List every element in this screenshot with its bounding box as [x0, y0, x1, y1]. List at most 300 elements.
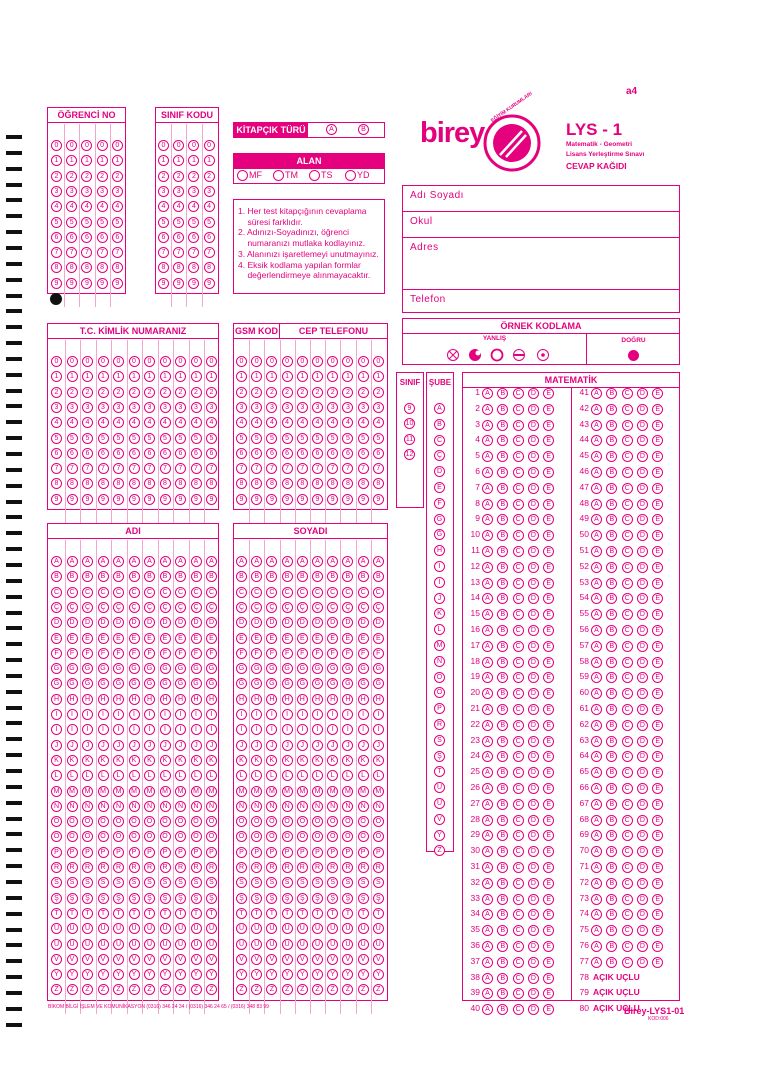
- answer-bubble[interactable]: A: [482, 894, 493, 905]
- digit-bubble[interactable]: 7: [51, 247, 62, 258]
- digit-bubble[interactable]: 0: [373, 356, 384, 367]
- digit-bubble[interactable]: 2: [98, 387, 109, 398]
- digit-bubble[interactable]: O: [266, 816, 277, 827]
- digit-bubble[interactable]: 7: [191, 463, 202, 474]
- digit-bubble[interactable]: 1: [297, 371, 308, 382]
- digit-bubble[interactable]: F: [266, 648, 277, 659]
- answer-bubble[interactable]: E: [652, 894, 663, 905]
- answer-bubble[interactable]: A: [591, 894, 602, 905]
- address-field[interactable]: Adres: [403, 238, 679, 290]
- name-field[interactable]: Adı Soyadı: [403, 186, 679, 212]
- answer-bubble[interactable]: C: [622, 767, 633, 778]
- digit-bubble[interactable]: U: [373, 923, 384, 934]
- digit-bubble[interactable]: D: [113, 617, 124, 628]
- digit-bubble[interactable]: O: [160, 816, 171, 827]
- answer-bubble[interactable]: A: [591, 704, 602, 715]
- digit-bubble[interactable]: İ: [191, 724, 202, 735]
- digit-bubble[interactable]: A: [251, 556, 262, 567]
- answer-bubble[interactable]: B: [497, 862, 508, 873]
- digit-bubble[interactable]: 1: [112, 155, 123, 166]
- digit-bubble[interactable]: 4: [297, 417, 308, 428]
- digit-bubble[interactable]: 4: [266, 417, 277, 428]
- digit-bubble[interactable]: A: [129, 556, 140, 567]
- digit-bubble[interactable]: 8: [175, 478, 186, 489]
- digit-bubble[interactable]: P: [373, 847, 384, 858]
- answer-bubble[interactable]: E: [652, 878, 663, 889]
- answer-bubble[interactable]: D: [637, 799, 648, 810]
- digit-bubble[interactable]: U: [282, 923, 293, 934]
- answer-bubble[interactable]: C: [513, 909, 524, 920]
- digit-bubble[interactable]: İ: [282, 724, 293, 735]
- answer-bubble[interactable]: B: [497, 988, 508, 999]
- digit-bubble[interactable]: 3: [175, 402, 186, 413]
- answer-bubble[interactable]: A: [591, 514, 602, 525]
- digit-bubble[interactable]: S: [373, 877, 384, 888]
- digit-bubble[interactable]: 6: [158, 232, 169, 243]
- digit-bubble[interactable]: 5: [282, 433, 293, 444]
- digit-bubble[interactable]: 9: [82, 494, 93, 505]
- digit-bubble[interactable]: 7: [158, 247, 169, 258]
- digit-bubble[interactable]: 5: [327, 433, 338, 444]
- answer-bubble[interactable]: E: [543, 451, 554, 462]
- digit-bubble[interactable]: 3: [312, 402, 323, 413]
- digit-bubble[interactable]: Ü: [266, 939, 277, 950]
- digit-bubble[interactable]: K: [51, 755, 62, 766]
- digit-bubble[interactable]: H: [191, 694, 202, 705]
- answer-bubble[interactable]: D: [528, 451, 539, 462]
- digit-bubble[interactable]: 5: [81, 217, 92, 228]
- answer-bubble[interactable]: E: [652, 435, 663, 446]
- answer-bubble[interactable]: E: [543, 467, 554, 478]
- digit-bubble[interactable]: 6: [327, 448, 338, 459]
- digit-bubble[interactable]: Ş: [266, 893, 277, 904]
- digit-bubble[interactable]: İ: [312, 724, 323, 735]
- digit-bubble[interactable]: P: [67, 847, 78, 858]
- digit-bubble[interactable]: G: [312, 663, 323, 674]
- digit-bubble[interactable]: 1: [97, 155, 108, 166]
- digit-bubble[interactable]: Ç: [51, 602, 62, 613]
- digit-bubble[interactable]: İ: [160, 724, 171, 735]
- answer-bubble[interactable]: E: [543, 736, 554, 747]
- digit-bubble[interactable]: D: [236, 617, 247, 628]
- answer-bubble[interactable]: D: [637, 641, 648, 652]
- digit-bubble[interactable]: 7: [236, 463, 247, 474]
- answer-bubble[interactable]: D: [637, 704, 648, 715]
- digit-bubble[interactable]: 8: [82, 478, 93, 489]
- digit-bubble[interactable]: S: [266, 877, 277, 888]
- sube-bubble[interactable]: P: [434, 703, 445, 714]
- digit-bubble[interactable]: İ: [144, 724, 155, 735]
- digit-bubble[interactable]: 0: [236, 356, 247, 367]
- answer-bubble[interactable]: B: [497, 1004, 508, 1015]
- answer-bubble[interactable]: D: [528, 499, 539, 510]
- digit-bubble[interactable]: H: [82, 694, 93, 705]
- digit-bubble[interactable]: 9: [266, 494, 277, 505]
- answer-bubble[interactable]: D: [528, 609, 539, 620]
- digit-bubble[interactable]: J: [144, 740, 155, 751]
- digit-bubble[interactable]: 9: [373, 494, 384, 505]
- answer-bubble[interactable]: E: [652, 862, 663, 873]
- digit-bubble[interactable]: 4: [342, 417, 353, 428]
- answer-bubble[interactable]: C: [622, 688, 633, 699]
- digit-bubble[interactable]: A: [191, 556, 202, 567]
- digit-bubble[interactable]: Ç: [82, 602, 93, 613]
- digit-bubble[interactable]: E: [191, 633, 202, 644]
- digit-bubble[interactable]: 7: [358, 463, 369, 474]
- answer-bubble[interactable]: D: [637, 499, 648, 510]
- digit-bubble[interactable]: Ü: [144, 939, 155, 950]
- digit-bubble[interactable]: V: [342, 954, 353, 965]
- answer-bubble[interactable]: B: [606, 388, 617, 399]
- digit-bubble[interactable]: S: [342, 877, 353, 888]
- digit-bubble[interactable]: E: [358, 633, 369, 644]
- answer-bubble[interactable]: A: [591, 909, 602, 920]
- answer-bubble[interactable]: D: [528, 704, 539, 715]
- digit-bubble[interactable]: 2: [129, 387, 140, 398]
- digit-bubble[interactable]: L: [129, 770, 140, 781]
- digit-bubble[interactable]: H: [282, 694, 293, 705]
- answer-bubble[interactable]: B: [606, 751, 617, 762]
- digit-bubble[interactable]: 0: [97, 140, 108, 151]
- digit-bubble[interactable]: 2: [236, 387, 247, 398]
- digit-bubble[interactable]: R: [312, 862, 323, 873]
- digit-bubble[interactable]: 9: [206, 494, 217, 505]
- answer-bubble[interactable]: B: [497, 957, 508, 968]
- digit-bubble[interactable]: G: [373, 663, 384, 674]
- digit-bubble[interactable]: 7: [342, 463, 353, 474]
- digit-bubble[interactable]: M: [266, 786, 277, 797]
- digit-bubble[interactable]: 2: [67, 387, 78, 398]
- answer-bubble[interactable]: E: [652, 467, 663, 478]
- digit-bubble[interactable]: 7: [297, 463, 308, 474]
- digit-bubble[interactable]: T: [236, 908, 247, 919]
- answer-bubble[interactable]: B: [497, 609, 508, 620]
- digit-bubble[interactable]: A: [98, 556, 109, 567]
- answer-bubble[interactable]: D: [528, 514, 539, 525]
- answer-bubble[interactable]: A: [591, 499, 602, 510]
- answer-bubble[interactable]: B: [606, 451, 617, 462]
- digit-bubble[interactable]: B: [82, 571, 93, 582]
- answer-bubble[interactable]: E: [652, 546, 663, 557]
- digit-bubble[interactable]: G: [297, 663, 308, 674]
- answer-bubble[interactable]: C: [513, 514, 524, 525]
- digit-bubble[interactable]: F: [175, 648, 186, 659]
- digit-bubble[interactable]: Ö: [82, 831, 93, 842]
- digit-bubble[interactable]: 4: [191, 417, 202, 428]
- digit-bubble[interactable]: 4: [144, 417, 155, 428]
- digit-bubble[interactable]: J: [129, 740, 140, 751]
- digit-bubble[interactable]: D: [175, 617, 186, 628]
- digit-bubble[interactable]: 8: [188, 262, 199, 273]
- answer-bubble[interactable]: E: [543, 909, 554, 920]
- digit-bubble[interactable]: I: [236, 709, 247, 720]
- digit-bubble[interactable]: Ş: [251, 893, 262, 904]
- answer-bubble[interactable]: E: [543, 483, 554, 494]
- answer-bubble[interactable]: E: [652, 641, 663, 652]
- digit-bubble[interactable]: Z: [236, 984, 247, 995]
- answer-bubble[interactable]: B: [497, 546, 508, 557]
- digit-bubble[interactable]: C: [342, 587, 353, 598]
- digit-bubble[interactable]: S: [282, 877, 293, 888]
- digit-bubble[interactable]: T: [129, 908, 140, 919]
- digit-bubble[interactable]: E: [160, 633, 171, 644]
- digit-bubble[interactable]: Ş: [312, 893, 323, 904]
- digit-bubble[interactable]: Ö: [67, 831, 78, 842]
- digit-bubble[interactable]: K: [358, 755, 369, 766]
- digit-bubble[interactable]: Y: [236, 969, 247, 980]
- answer-bubble[interactable]: B: [497, 641, 508, 652]
- digit-bubble[interactable]: D: [312, 617, 323, 628]
- answer-bubble[interactable]: A: [591, 593, 602, 604]
- digit-bubble[interactable]: M: [160, 786, 171, 797]
- answer-bubble[interactable]: A: [482, 846, 493, 857]
- answer-bubble[interactable]: A: [591, 530, 602, 541]
- digit-bubble[interactable]: V: [297, 954, 308, 965]
- answer-bubble[interactable]: B: [497, 404, 508, 415]
- digit-bubble[interactable]: İ: [67, 724, 78, 735]
- digit-bubble[interactable]: 9: [129, 494, 140, 505]
- digit-bubble[interactable]: Ü: [129, 939, 140, 950]
- digit-bubble[interactable]: V: [82, 954, 93, 965]
- digit-bubble[interactable]: Ü: [113, 939, 124, 950]
- answer-bubble[interactable]: E: [652, 530, 663, 541]
- digit-bubble[interactable]: 5: [51, 433, 62, 444]
- digit-bubble[interactable]: O: [373, 816, 384, 827]
- digit-bubble[interactable]: Ş: [282, 893, 293, 904]
- answer-bubble[interactable]: D: [528, 720, 539, 731]
- digit-bubble[interactable]: Ü: [175, 939, 186, 950]
- answer-bubble[interactable]: D: [637, 941, 648, 952]
- digit-bubble[interactable]: 9: [204, 278, 215, 289]
- digit-bubble[interactable]: T: [282, 908, 293, 919]
- digit-bubble[interactable]: F: [67, 648, 78, 659]
- digit-bubble[interactable]: O: [113, 816, 124, 827]
- digit-bubble[interactable]: 5: [144, 433, 155, 444]
- digit-bubble[interactable]: Ç: [175, 602, 186, 613]
- digit-bubble[interactable]: T: [373, 908, 384, 919]
- digit-bubble[interactable]: Ö: [144, 831, 155, 842]
- digit-bubble[interactable]: 6: [373, 448, 384, 459]
- answer-bubble[interactable]: A: [482, 925, 493, 936]
- digit-bubble[interactable]: 5: [82, 433, 93, 444]
- answer-bubble[interactable]: E: [543, 388, 554, 399]
- answer-bubble[interactable]: E: [543, 862, 554, 873]
- digit-bubble[interactable]: İ: [297, 724, 308, 735]
- digit-bubble[interactable]: 6: [82, 448, 93, 459]
- digit-bubble[interactable]: Z: [297, 984, 308, 995]
- digit-bubble[interactable]: B: [67, 571, 78, 582]
- digit-bubble[interactable]: A: [67, 556, 78, 567]
- digit-bubble[interactable]: Ş: [175, 893, 186, 904]
- digit-bubble[interactable]: Ü: [236, 939, 247, 950]
- sube-bubble[interactable]: C: [434, 435, 445, 446]
- answer-bubble[interactable]: D: [528, 783, 539, 794]
- digit-bubble[interactable]: 2: [191, 387, 202, 398]
- answer-bubble[interactable]: C: [513, 704, 524, 715]
- sube-bubble[interactable]: N: [434, 656, 445, 667]
- digit-bubble[interactable]: 2: [173, 171, 184, 182]
- digit-bubble[interactable]: N: [144, 801, 155, 812]
- answer-bubble[interactable]: B: [606, 641, 617, 652]
- answer-bubble[interactable]: A: [482, 815, 493, 826]
- answer-bubble[interactable]: D: [637, 578, 648, 589]
- answer-bubble[interactable]: E: [652, 815, 663, 826]
- digit-bubble[interactable]: 8: [112, 262, 123, 273]
- answer-bubble[interactable]: B: [497, 830, 508, 841]
- digit-bubble[interactable]: Ş: [113, 893, 124, 904]
- digit-bubble[interactable]: 0: [204, 140, 215, 151]
- digit-bubble[interactable]: İ: [266, 724, 277, 735]
- digit-bubble[interactable]: M: [191, 786, 202, 797]
- digit-bubble[interactable]: 0: [82, 356, 93, 367]
- answer-bubble[interactable]: C: [513, 751, 524, 762]
- digit-bubble[interactable]: 7: [144, 463, 155, 474]
- digit-bubble[interactable]: S: [206, 877, 217, 888]
- answer-bubble[interactable]: B: [497, 483, 508, 494]
- answer-bubble[interactable]: B: [606, 846, 617, 857]
- digit-bubble[interactable]: R: [327, 862, 338, 873]
- digit-bubble[interactable]: 6: [67, 448, 78, 459]
- answer-bubble[interactable]: E: [543, 925, 554, 936]
- digit-bubble[interactable]: B: [98, 571, 109, 582]
- digit-bubble[interactable]: 4: [97, 201, 108, 212]
- digit-bubble[interactable]: M: [342, 786, 353, 797]
- sube-bubble[interactable]: Ç: [434, 450, 445, 461]
- digit-bubble[interactable]: N: [191, 801, 202, 812]
- digit-bubble[interactable]: A: [342, 556, 353, 567]
- digit-bubble[interactable]: 6: [297, 448, 308, 459]
- answer-bubble[interactable]: A: [482, 435, 493, 446]
- digit-bubble[interactable]: M: [327, 786, 338, 797]
- sube-bubble[interactable]: T: [434, 766, 445, 777]
- digit-bubble[interactable]: 2: [297, 387, 308, 398]
- digit-bubble[interactable]: T: [297, 908, 308, 919]
- digit-bubble[interactable]: K: [251, 755, 262, 766]
- answer-bubble[interactable]: A: [591, 736, 602, 747]
- digit-bubble[interactable]: Ş: [160, 893, 171, 904]
- digit-bubble[interactable]: F: [191, 648, 202, 659]
- digit-bubble[interactable]: O: [191, 816, 202, 827]
- digit-bubble[interactable]: I: [175, 709, 186, 720]
- answer-bubble[interactable]: A: [482, 1004, 493, 1015]
- answer-bubble[interactable]: E: [543, 894, 554, 905]
- answer-bubble[interactable]: C: [622, 483, 633, 494]
- answer-bubble[interactable]: C: [513, 799, 524, 810]
- digit-bubble[interactable]: T: [175, 908, 186, 919]
- answer-bubble[interactable]: C: [622, 878, 633, 889]
- answer-bubble[interactable]: A: [591, 941, 602, 952]
- digit-bubble[interactable]: S: [236, 877, 247, 888]
- digit-bubble[interactable]: 1: [342, 371, 353, 382]
- digit-bubble[interactable]: 3: [251, 402, 262, 413]
- digit-bubble[interactable]: T: [67, 908, 78, 919]
- answer-bubble[interactable]: E: [652, 609, 663, 620]
- digit-bubble[interactable]: N: [358, 801, 369, 812]
- digit-bubble[interactable]: 6: [81, 232, 92, 243]
- answer-bubble[interactable]: E: [543, 435, 554, 446]
- answer-bubble[interactable]: C: [622, 672, 633, 683]
- digit-bubble[interactable]: 3: [113, 402, 124, 413]
- digit-bubble[interactable]: 0: [266, 356, 277, 367]
- answer-bubble[interactable]: C: [513, 973, 524, 984]
- digit-bubble[interactable]: Z: [373, 984, 384, 995]
- digit-bubble[interactable]: 5: [98, 433, 109, 444]
- answer-bubble[interactable]: D: [637, 846, 648, 857]
- digit-bubble[interactable]: 8: [206, 478, 217, 489]
- digit-bubble[interactable]: L: [251, 770, 262, 781]
- digit-bubble[interactable]: 1: [188, 155, 199, 166]
- digit-bubble[interactable]: İ: [251, 724, 262, 735]
- digit-bubble[interactable]: 1: [206, 371, 217, 382]
- digit-bubble[interactable]: I: [144, 709, 155, 720]
- digit-bubble[interactable]: Ü: [297, 939, 308, 950]
- digit-bubble[interactable]: F: [98, 648, 109, 659]
- digit-bubble[interactable]: 1: [98, 371, 109, 382]
- digit-bubble[interactable]: 9: [66, 278, 77, 289]
- digit-bubble[interactable]: 5: [113, 433, 124, 444]
- digit-bubble[interactable]: S: [144, 877, 155, 888]
- answer-bubble[interactable]: A: [482, 641, 493, 652]
- digit-bubble[interactable]: 8: [98, 478, 109, 489]
- digit-bubble[interactable]: Ç: [251, 602, 262, 613]
- digit-bubble[interactable]: B: [373, 571, 384, 582]
- digit-bubble[interactable]: A: [82, 556, 93, 567]
- digit-bubble[interactable]: Ç: [342, 602, 353, 613]
- digit-bubble[interactable]: 4: [358, 417, 369, 428]
- digit-bubble[interactable]: K: [312, 755, 323, 766]
- digit-bubble[interactable]: Y: [251, 969, 262, 980]
- answer-bubble[interactable]: B: [606, 941, 617, 952]
- digit-bubble[interactable]: C: [67, 587, 78, 598]
- digit-bubble[interactable]: M: [82, 786, 93, 797]
- answer-bubble[interactable]: E: [543, 688, 554, 699]
- answer-bubble[interactable]: E: [652, 593, 663, 604]
- digit-bubble[interactable]: V: [251, 954, 262, 965]
- digit-bubble[interactable]: 1: [113, 371, 124, 382]
- digit-bubble[interactable]: N: [297, 801, 308, 812]
- digit-bubble[interactable]: 1: [236, 371, 247, 382]
- digit-bubble[interactable]: Ş: [342, 893, 353, 904]
- answer-bubble[interactable]: A: [591, 672, 602, 683]
- digit-bubble[interactable]: 0: [158, 140, 169, 151]
- digit-bubble[interactable]: 3: [173, 186, 184, 197]
- answer-bubble[interactable]: B: [497, 925, 508, 936]
- digit-bubble[interactable]: Ğ: [175, 678, 186, 689]
- digit-bubble[interactable]: I: [312, 709, 323, 720]
- digit-bubble[interactable]: N: [266, 801, 277, 812]
- digit-bubble[interactable]: Y: [129, 969, 140, 980]
- alan-option-bubble[interactable]: [273, 170, 284, 181]
- digit-bubble[interactable]: 7: [204, 247, 215, 258]
- sube-bubble[interactable]: K: [434, 608, 445, 619]
- digit-bubble[interactable]: 2: [51, 171, 62, 182]
- digit-bubble[interactable]: 2: [82, 387, 93, 398]
- digit-bubble[interactable]: 3: [82, 402, 93, 413]
- answer-bubble[interactable]: C: [622, 736, 633, 747]
- answer-bubble[interactable]: D: [637, 657, 648, 668]
- digit-bubble[interactable]: P: [251, 847, 262, 858]
- digit-bubble[interactable]: E: [113, 633, 124, 644]
- digit-bubble[interactable]: A: [312, 556, 323, 567]
- digit-bubble[interactable]: 4: [206, 417, 217, 428]
- digit-bubble[interactable]: 9: [67, 494, 78, 505]
- digit-bubble[interactable]: Y: [312, 969, 323, 980]
- digit-bubble[interactable]: P: [358, 847, 369, 858]
- answer-bubble[interactable]: E: [652, 688, 663, 699]
- digit-bubble[interactable]: 8: [51, 262, 62, 273]
- digit-bubble[interactable]: O: [342, 816, 353, 827]
- digit-bubble[interactable]: 3: [97, 186, 108, 197]
